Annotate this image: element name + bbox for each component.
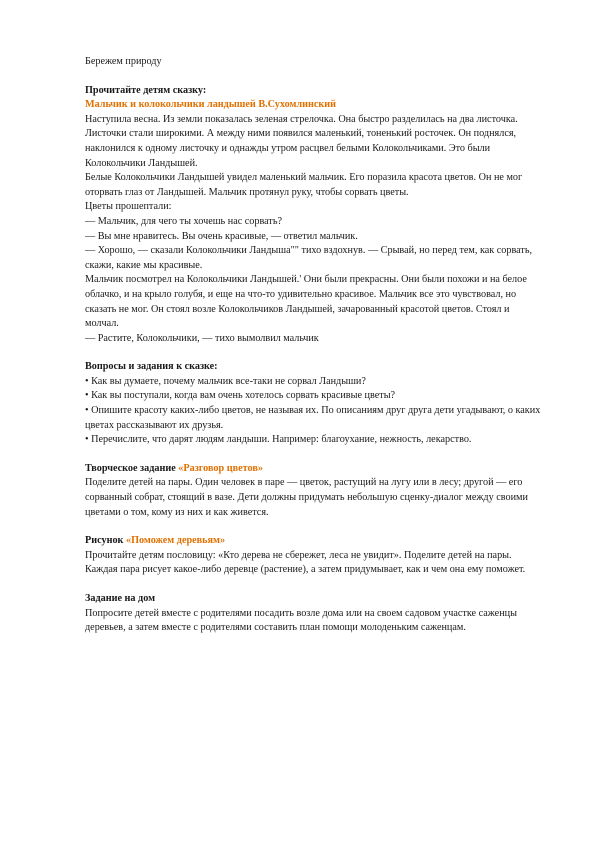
story-line: — Мальчик, для чего ты хочешь нас сорвать? (85, 215, 283, 227)
story-paragraph-2: Белые Колокольчики Ландышей увидел маленький мальчик. Его поразила красота цветов. Он не мог оторвать глаз от Ландышей. Мальчик протянул руку, чтобы сорвать цветы. (85, 172, 523, 198)
story-line: — Хорошо, — сказали Колокольчики Ландыша"" тихо вздохнув. — Срывай, но перед тем, как сорвать, скажи, какие мы красивые. (85, 245, 533, 271)
drawing-text: Прочитайте детям пословицу: «Кто дерева не сбережет, леса не увидит». Поделите детей на пары. Каждая пара рисует какое-либо деревце (растение), а затем придумывает, как и чем она ему поможет. (85, 549, 526, 576)
creative-heading (85, 462, 545, 477)
drawing-name: «Поможем деревьям» (125, 535, 226, 547)
drawing-heading (85, 534, 545, 549)
homework-text: Попросите детей вместе с родителями посадить возле дома или на своем садовом участке саженцы деревьев, а затем вместе с родителями составить план помощи молоденьким саженцам. (85, 607, 517, 634)
homework-heading: Задание на дом (85, 593, 156, 604)
read-heading: Прочитайте детям сказку: (85, 84, 207, 96)
story-title: Мальчик и колокольчики ландышей В.Сухомлинский (85, 99, 336, 111)
question-item: • Перечислите, что дарят людям ландыши. Например: благоухание, нежность, лекарство. (85, 434, 472, 446)
creative-section (85, 462, 545, 520)
creative-label: Творческое задание (85, 462, 176, 474)
story-paragraph-1: Наступила весна. Из земли показалась зеленая стрелочка. Она быстро разделилась на два листочка. Листочки стали широкими. А между ними появился маленький, тоненький росточек. Он поднялся, наклонился к одному листочку и однажды утром расцвел белыми Колокольчиками. Это были Колокольчики Ландышей. (85, 113, 518, 169)
story-line: — Вы мне нравитесь. Вы очень красивые, — ответил мальчик. (85, 230, 358, 242)
questions-section (85, 360, 545, 448)
story-line: Мальчик посмотрел на Колокольчики Ландышей.' Они были прекрасны. Они были похожи и на белое облачко, и на крыло голубя, и еще на что-то удивительно красивое. Мальчик все это чувствовал, но сказать не мог. Он стоял возле Колокольчиков Ландышей, зачарованный красотой цветов. Стоял и молчал. (85, 274, 527, 330)
creative-text: Поделите детей на пары. Один человек в паре — цветок, растущий на лугу или в лесу; другой — его сорванный собрат, стоящий в вазе. Дети должны придумать небольшую сценку-диалог между своими цветами о том, кому из них и как живется. (85, 477, 528, 518)
creative-name: «Разговор цветов» (178, 462, 263, 474)
questions-heading: Вопросы и задания к сказке: (85, 361, 218, 373)
drawing-section (85, 534, 545, 578)
story-line: Цветы прошептали: (85, 201, 172, 213)
document-title: Бережем природу (85, 56, 162, 67)
homework-section (85, 592, 545, 636)
question-item: • Как вы поступали, когда вам очень хотелось сорвать красивые цветы? (85, 390, 396, 402)
question-item: • Опишите красоту каких-либо цветов, не называя их. По описаниям друг друга дети угадывают, о каких цветах рассказывают их друзья. (85, 405, 541, 431)
drawing-label: Рисунок (85, 535, 124, 547)
question-item: • Как вы думаете, почему мальчик все-таки не сорвал Ландыши? (85, 375, 366, 387)
story-line: — Растите, Колокольчики, — тихо вымолвил мальчик (85, 332, 319, 344)
